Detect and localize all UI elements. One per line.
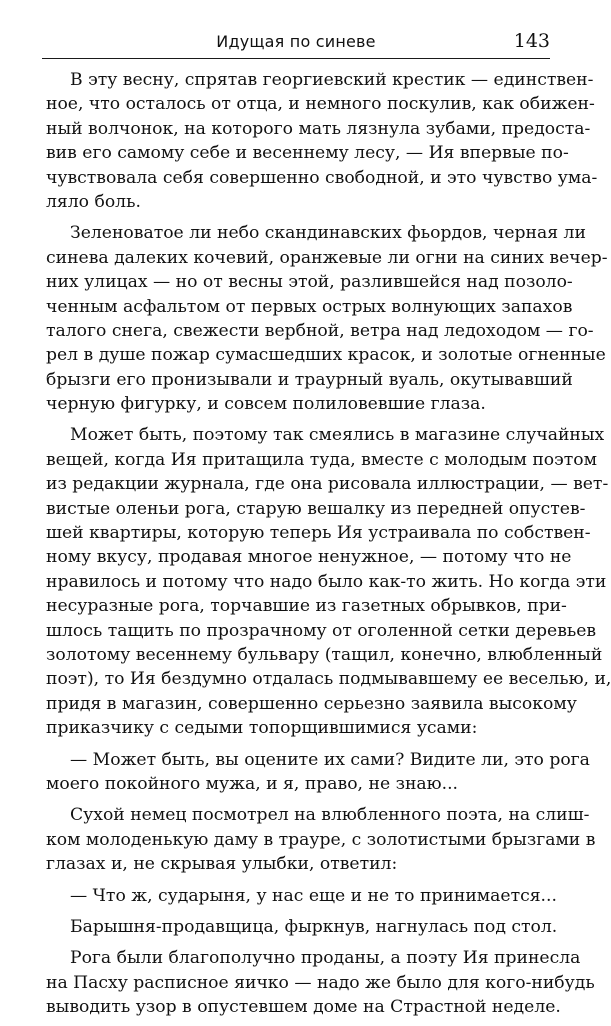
- text-line: В эту весну, спрятав георгиевский крестик — единствен-: [70, 70, 594, 90]
- text-line: вещей, когда Ия притащила туда, вместе с молодым поэтом: [46, 449, 597, 470]
- text-line: из редакции журнала, где она рисовала иллюстрации, — вет-: [46, 474, 609, 495]
- text-line: приказчику с седыми топорщившимися усами:: [46, 718, 478, 739]
- text-line: ком молоденькую даму в трауре, с золотистыми брызгами в: [46, 829, 596, 850]
- text-line: шей квартиры, которую теперь Ия устраивала по собствен-: [46, 523, 591, 544]
- text-line: придя в магазин, совершенно серьезно заявила высокому: [46, 693, 577, 714]
- text-line: Барышня-продавщица, фыркнув, нагнулась под стол.: [70, 916, 558, 937]
- text-line: — Что ж, сударыня, у нас еще и не то принимается...: [70, 885, 557, 906]
- text-line: — Может быть, вы оцените их сами? Видите ли, это рога: [70, 749, 590, 770]
- text-line: моего покойного мужа, и я, право, не знаю...: [46, 773, 459, 794]
- text-line: Рога были благополучно проданы, а поэту Ия принесла: [70, 948, 581, 969]
- text-line: ченным асфальтом от первых острых волнующих запахов: [46, 296, 573, 317]
- paragraph: [46, 68, 598, 214]
- text-line: нравилось и потому что надо было как-то жить. Но когда эти: [46, 571, 607, 592]
- text-line: золотому весеннему бульвару (тащил, конечно, влюбленный: [46, 644, 603, 665]
- text-line: чувствовала себя совершенно свободной, и это чувство ума-: [46, 167, 598, 188]
- text-line: выводить узор в опустевшем доме на Страстной неделе.: [46, 997, 561, 1018]
- text-line: ный волчонок, на которого мать лязнула зубами, предоста-: [46, 118, 591, 139]
- text-line: поэт), то Ия бездумно отдалась подмывавшему ее веселью, и,: [46, 669, 611, 690]
- paragraph: [46, 803, 596, 876]
- text-line: глазах и, не скрывая улыбки, ответил:: [46, 854, 398, 875]
- paragraph: [46, 884, 557, 908]
- text-line: Сухой немец посмотрел на влюбленного поэта, на слиш-: [70, 805, 590, 826]
- text-line: ному вкусу, продавая многое ненужное, — потому что не: [46, 547, 572, 568]
- running-header: [42, 30, 550, 59]
- text-line: талого снега, свежести вербной, ветра над ледоходом — го-: [46, 320, 594, 341]
- text-line: на Пасху расписное яичко — надо же было для кого-нибудь: [46, 972, 595, 993]
- paragraph: [46, 221, 608, 416]
- paragraph: [46, 748, 590, 797]
- paragraph: [46, 946, 595, 1019]
- text-line: шлось тащить по прозрачному от оголенной сетки деревьев: [46, 620, 597, 641]
- text-line: несуразные рога, торчавшие из газетных обрывков, при-: [46, 596, 567, 617]
- text-line: них улицах — но от весны этой, разлившейся над позоло-: [46, 272, 573, 293]
- page-number: 143: [513, 30, 550, 52]
- text-line: брызги его пронизывали и траурный вуаль, окутывавший: [46, 369, 573, 390]
- paragraph: [46, 423, 611, 740]
- paragraph: [46, 915, 558, 939]
- body-text: [46, 68, 611, 1026]
- text-line: рел в душе пожар сумасшедших красок, и золотые огненные: [46, 345, 606, 366]
- text-line: вистые оленьи рога, старую вешалку из передней опустев-: [46, 498, 586, 519]
- running-title: Идущая по синеве: [216, 32, 376, 51]
- text-line: Зеленоватое ли небо скандинавских фьордов, черная ли: [70, 223, 586, 244]
- text-line: черную фигурку, и совсем полиловевшие глаза.: [46, 394, 486, 415]
- text-line: ное, что осталось от отца, и немного поскулив, как обижен-: [46, 94, 595, 115]
- text-line: вив его самому себе и весеннему лесу, — Ия впервые по-: [46, 143, 569, 164]
- text-line: синева далеких кочевий, оранжевые ли огни на синих вечер-: [46, 247, 608, 268]
- text-line: Может быть, поэтому так смеялись в магазине случайных: [70, 425, 605, 446]
- text-line: ляло боль.: [46, 191, 141, 212]
